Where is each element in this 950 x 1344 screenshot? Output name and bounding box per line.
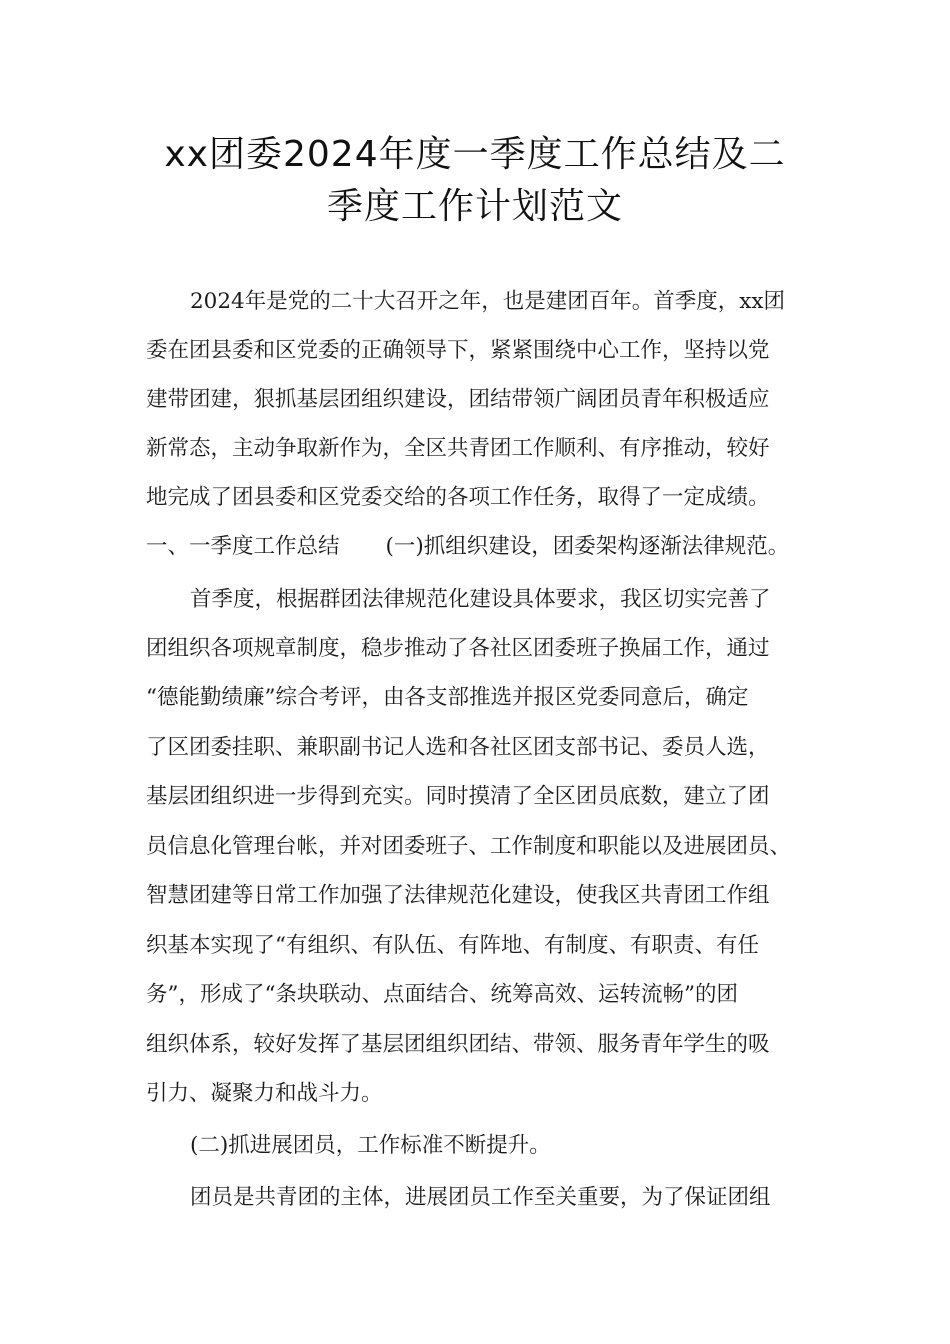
paragraph-line: 引力、凝聚力和战斗力。: [146, 1081, 383, 1106]
paragraph-line: 了区团委挂职、兼职副书记人选和各社区团支部书记、委员人选，: [146, 735, 770, 760]
paragraph-line: “德能勤绩廉”综合考评，由各支部推选并报区党委同意后，确定: [146, 685, 749, 710]
paragraph-line: 织基本实现了“有组织、有队伍、有阵地、有制度、有职责、有任: [146, 933, 759, 958]
paragraph-line: 委在团县委和区党委的正确领导下，紧紧围绕中心工作，坚持以党: [146, 338, 770, 363]
document-title-line-1: xx团委2024年度一季度工作总结及二: [164, 134, 786, 175]
section-heading-line: [146, 532, 826, 562]
paragraph-line: 地完成了团县委和区党委交给的各项工作任务，取得了一定成绩。: [146, 485, 770, 510]
subsection-heading: (一)抓组织建设，团委架构逐渐法律规范。: [385, 534, 790, 559]
paragraph-line: 员信息化管理台帐，并对团委班子、工作制度和职能以及进展团员、: [146, 834, 792, 859]
paragraph-line: 基层团组织进一步得到充实。同时摸清了全区团员底数，建立了团: [146, 784, 770, 809]
paragraph-line: 2024年是党的二十大召开之年，也是建团百年。首季度，xx团: [190, 289, 785, 314]
paragraph-line: 团组织各项规章制度，稳步推动了各社区团委班子换届工作，通过: [146, 636, 770, 661]
document-title-line-2: 季度工作计划范文: [326, 186, 623, 227]
paragraph-line: 首季度，根据群团法律规范化建设具体要求，我区切实完善了: [190, 587, 771, 612]
paragraph-line: 新常态，主动争取新作为，全区共青团工作顺利、有序推动，较好: [146, 436, 770, 461]
paragraph-line: 智慧团建等日常工作加强了法律规范化建设，使我区共青团工作组: [146, 883, 770, 908]
paragraph-line: 务”，形成了“条块联动、点面结合、统筹高效、运转流畅”的团: [146, 982, 738, 1007]
paragraph-line: 建带团建，狠抓基层团组织建设，团结带领广阔团员青年积极适应: [146, 387, 770, 412]
paragraph-line: 组织体系，较好发挥了基层团组织团结、带领、服务青年学生的吸: [146, 1032, 770, 1057]
subsection-heading: (二)抓进展团员，工作标准不断提升。: [190, 1133, 551, 1158]
paragraph-line: 团员是共青团的主体，进展团员工作至关重要，为了保证团组: [190, 1185, 771, 1210]
section-heading: 一、一季度工作总结: [146, 534, 340, 559]
